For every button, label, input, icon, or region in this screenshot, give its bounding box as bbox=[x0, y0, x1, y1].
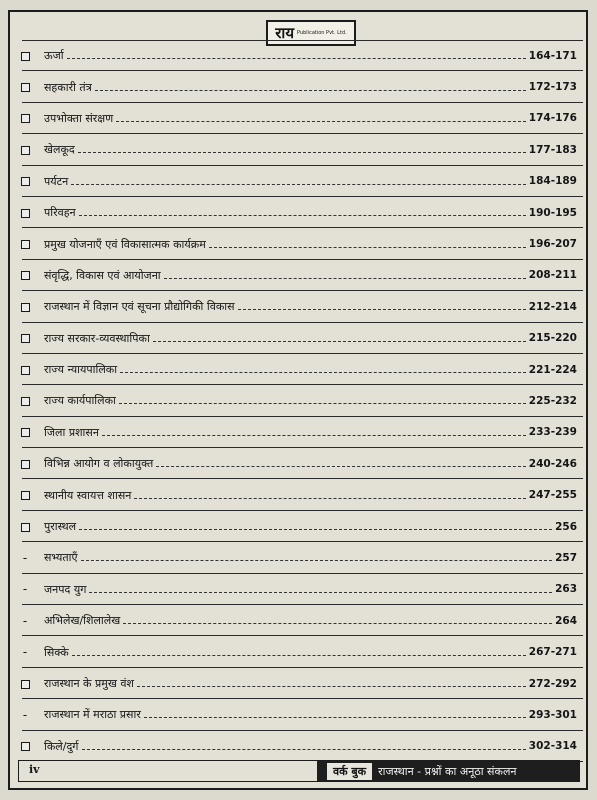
dotted-leader bbox=[156, 466, 526, 467]
square-icon bbox=[21, 460, 30, 469]
toc-entry-pages: 177-183 bbox=[528, 143, 577, 156]
toc-entry-title: ऊर्जा bbox=[44, 49, 64, 63]
toc-entry-title: राज्य सरकार-व्यवस्थापिका bbox=[44, 331, 150, 345]
dotted-leader bbox=[79, 215, 526, 216]
toc-entry-pages: 190-195 bbox=[528, 206, 577, 219]
toc-entry[interactable] bbox=[18, 636, 583, 667]
toc-entry-title: राजस्थान में मराठा प्रसार bbox=[44, 708, 141, 722]
square-icon bbox=[21, 334, 30, 343]
toc-entry-pages: 184-189 bbox=[528, 175, 577, 188]
toc-entry-pages: 272-292 bbox=[528, 677, 577, 690]
toc-entry-title: राजस्थान के प्रमुख वंश bbox=[44, 677, 134, 690]
toc-entry-title: अभिलेख/शिलालेख bbox=[44, 614, 121, 628]
toc-entry[interactable] bbox=[18, 731, 583, 762]
square-icon bbox=[21, 680, 30, 689]
checkbox-bullet-icon bbox=[20, 300, 30, 314]
toc-entry[interactable] bbox=[18, 71, 583, 102]
square-icon bbox=[21, 491, 30, 500]
toc-entry-pages: 208-211 bbox=[528, 269, 577, 282]
checkbox-bullet-icon bbox=[20, 174, 30, 188]
page-number: iv bbox=[29, 763, 40, 776]
toc-entry-title: पर्यटन bbox=[44, 174, 69, 188]
dotted-leader bbox=[164, 278, 526, 279]
checkbox-bullet-icon bbox=[20, 143, 30, 157]
dotted-leader bbox=[116, 121, 526, 122]
square-icon bbox=[21, 209, 30, 218]
toc-entry-pages: 267-271 bbox=[528, 646, 577, 659]
toc-entry-title: राजस्थान में विज्ञान एवं सूचना प्रौद्योगिकी विकास bbox=[44, 300, 235, 314]
toc-entry-pages: 164-171 bbox=[528, 49, 577, 62]
checkbox-bullet-icon bbox=[20, 49, 30, 63]
table-of-contents bbox=[18, 40, 583, 762]
toc-entry-pages: 225-232 bbox=[528, 394, 577, 407]
toc-entry-pages: 263 bbox=[555, 583, 577, 596]
dotted-leader bbox=[137, 686, 526, 687]
checkbox-bullet-icon bbox=[20, 425, 30, 439]
toc-entry[interactable] bbox=[18, 197, 583, 228]
toc-entry[interactable] bbox=[18, 354, 583, 385]
square-icon bbox=[21, 114, 30, 123]
toc-entry-title: विभिन्न आयोग व लोकायुक्त bbox=[44, 457, 154, 471]
toc-entry[interactable] bbox=[18, 668, 583, 699]
dash-bullet-icon: - bbox=[22, 707, 28, 722]
dotted-leader bbox=[144, 717, 526, 718]
dotted-leader bbox=[123, 623, 552, 624]
square-icon bbox=[21, 240, 30, 249]
checkbox-bullet-icon bbox=[20, 237, 30, 251]
dotted-leader bbox=[79, 529, 552, 530]
toc-entry-pages: 247-255 bbox=[528, 489, 577, 502]
toc-entry-pages: 212-214 bbox=[528, 300, 577, 313]
toc-entry-title: किले/दुर्ग bbox=[44, 739, 79, 753]
checkbox-bullet-icon bbox=[20, 520, 30, 534]
toc-entry-pages: 196-207 bbox=[528, 238, 577, 251]
toc-entry-pages: 215-220 bbox=[528, 332, 577, 345]
toc-entry-title: राज्य कार्यपालिका bbox=[44, 394, 116, 408]
dotted-leader bbox=[72, 655, 526, 656]
toc-entry-title: राज्य न्यायपालिका bbox=[44, 363, 118, 377]
toc-entry[interactable] bbox=[18, 605, 583, 636]
dotted-leader bbox=[78, 152, 526, 153]
checkbox-bullet-icon bbox=[20, 457, 30, 471]
toc-entry-pages: 264 bbox=[555, 614, 577, 627]
checkbox-bullet-icon bbox=[20, 488, 30, 502]
toc-entry-title: जनपद युग bbox=[44, 582, 87, 596]
square-icon bbox=[21, 366, 30, 375]
toc-entry-title: पुरास्थल bbox=[44, 520, 77, 534]
toc-entry-title: सहकारी तंत्र bbox=[44, 80, 92, 94]
square-icon bbox=[21, 271, 30, 280]
toc-entry[interactable] bbox=[18, 542, 583, 573]
dotted-leader bbox=[209, 247, 526, 248]
footer bbox=[18, 760, 580, 782]
checkbox-bullet-icon bbox=[20, 394, 30, 408]
footer-band bbox=[317, 761, 579, 781]
dotted-leader bbox=[153, 341, 526, 342]
workbook-label: वर्क बुक bbox=[327, 763, 372, 780]
toc-entry[interactable] bbox=[18, 417, 583, 448]
toc-entry[interactable] bbox=[18, 574, 583, 605]
toc-entry[interactable] bbox=[18, 511, 583, 542]
square-icon bbox=[21, 303, 30, 312]
checkbox-bullet-icon bbox=[20, 331, 30, 345]
dotted-leader bbox=[102, 435, 526, 436]
dash-bullet-icon: - bbox=[22, 550, 28, 565]
checkbox-bullet-icon bbox=[20, 363, 30, 377]
checkbox-bullet-icon bbox=[20, 111, 30, 125]
toc-entry[interactable] bbox=[18, 448, 583, 479]
toc-entry-title: उपभोक्ता संरक्षण bbox=[44, 111, 114, 125]
toc-entry[interactable] bbox=[18, 40, 583, 71]
toc-entry-pages: 221-224 bbox=[528, 363, 577, 376]
publisher-name: राय bbox=[275, 24, 295, 42]
page bbox=[8, 10, 588, 790]
toc-entry-title: सिक्के bbox=[44, 645, 69, 659]
toc-entry-title: परिवहन bbox=[44, 206, 76, 220]
toc-entry[interactable] bbox=[18, 291, 583, 322]
toc-entry[interactable] bbox=[18, 699, 583, 730]
dotted-leader bbox=[81, 560, 552, 561]
checkbox-bullet-icon bbox=[20, 206, 30, 220]
checkbox-bullet-icon bbox=[20, 268, 30, 282]
toc-entry[interactable] bbox=[18, 260, 583, 291]
dash-bullet-icon: - bbox=[22, 613, 28, 628]
toc-entry-title: स्थानीय स्वायत्त शासन bbox=[44, 488, 132, 502]
toc-entry-pages: 240-246 bbox=[528, 457, 577, 470]
toc-entry-pages: 302-314 bbox=[528, 740, 577, 753]
toc-entry-title: जिला प्रशासन bbox=[44, 425, 99, 439]
toc-entry-pages: 256 bbox=[555, 520, 577, 533]
dash-bullet-icon: - bbox=[22, 582, 28, 597]
dotted-leader bbox=[67, 58, 526, 59]
publisher-subtitle: Publication Pvt. Ltd. bbox=[297, 30, 347, 36]
toc-entry-pages: 174-176 bbox=[528, 112, 577, 125]
toc-entry[interactable] bbox=[18, 134, 583, 165]
toc-entry-title: सभ्यताएँ bbox=[44, 551, 78, 565]
square-icon bbox=[21, 177, 30, 186]
toc-entry-pages: 172-173 bbox=[528, 81, 577, 94]
square-icon bbox=[21, 428, 30, 437]
toc-entry-pages: 293-301 bbox=[528, 708, 577, 721]
dotted-leader bbox=[119, 403, 526, 404]
dotted-leader bbox=[89, 592, 552, 593]
toc-entry[interactable] bbox=[18, 323, 583, 354]
dash-bullet-icon: - bbox=[22, 645, 28, 660]
dotted-leader bbox=[134, 498, 525, 499]
dotted-leader bbox=[95, 90, 526, 91]
book-title: राजस्थान - प्रश्नों का अनूठा संकलन bbox=[378, 764, 517, 778]
toc-entry-pages: 257 bbox=[555, 551, 577, 564]
checkbox-bullet-icon bbox=[20, 739, 30, 753]
dotted-leader bbox=[120, 372, 526, 373]
toc-entry-title: प्रमुख योजनाएँ एवं विकासात्मक कार्यक्रम bbox=[44, 237, 206, 251]
toc-entry[interactable] bbox=[18, 228, 583, 259]
square-icon bbox=[21, 742, 30, 751]
toc-entry-pages: 233-239 bbox=[528, 426, 577, 439]
dotted-leader bbox=[238, 309, 526, 310]
square-icon bbox=[21, 523, 30, 532]
toc-entry[interactable] bbox=[18, 479, 583, 510]
square-icon bbox=[21, 83, 30, 92]
dotted-leader bbox=[82, 749, 526, 750]
square-icon bbox=[21, 52, 30, 61]
square-icon bbox=[21, 397, 30, 406]
square-icon bbox=[21, 146, 30, 155]
toc-entry[interactable] bbox=[18, 166, 583, 197]
checkbox-bullet-icon bbox=[20, 80, 30, 94]
toc-entry[interactable] bbox=[18, 103, 583, 134]
toc-entry[interactable] bbox=[18, 385, 583, 416]
checkbox-bullet-icon bbox=[20, 677, 30, 691]
toc-entry-title: संवृद्धि, विकास एवं आयोजना bbox=[44, 268, 161, 282]
dotted-leader bbox=[71, 184, 526, 185]
toc-entry-title: खेलकूद bbox=[44, 143, 75, 157]
